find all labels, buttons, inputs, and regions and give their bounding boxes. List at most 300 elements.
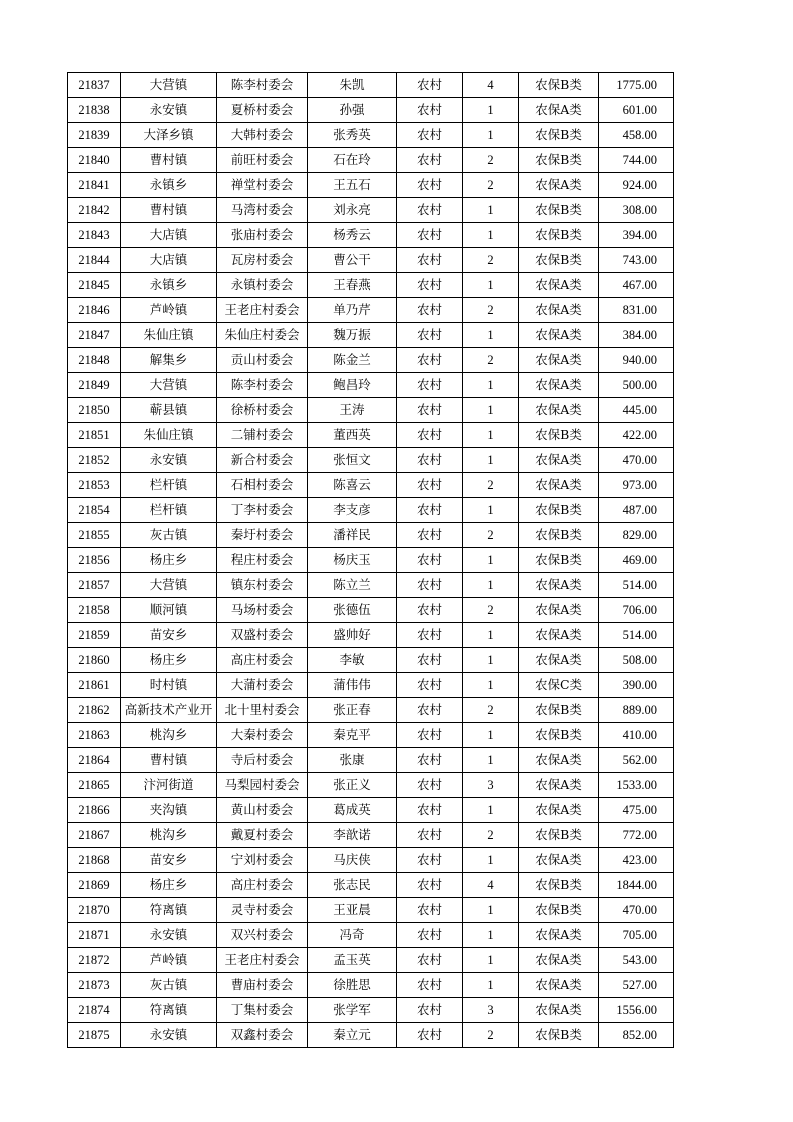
table-row <box>68 673 674 698</box>
township-cell: 朱仙庄镇 <box>121 423 217 448</box>
person-name-cell: 李支彦 <box>308 498 397 523</box>
household-count-cell: 1 <box>463 323 519 348</box>
record-id-cell: 21858 <box>68 598 121 623</box>
township-cell: 顺河镇 <box>121 598 217 623</box>
area-type-cell: 农村 <box>397 473 463 498</box>
person-name-cell: 蒲伟伟 <box>308 673 397 698</box>
household-count-cell: 1 <box>463 573 519 598</box>
township-cell: 苗安乡 <box>121 623 217 648</box>
household-count-cell: 4 <box>463 873 519 898</box>
table-row <box>68 623 674 648</box>
area-type-cell: 农村 <box>397 73 463 98</box>
household-count-cell: 1 <box>463 948 519 973</box>
insurance-category-cell: 农保A类 <box>519 648 599 673</box>
township-cell: 大营镇 <box>121 73 217 98</box>
table-row <box>68 1023 674 1048</box>
person-name-cell: 陈立兰 <box>308 573 397 598</box>
table-row <box>68 748 674 773</box>
amount-cell: 973.00 <box>599 473 674 498</box>
table-row <box>68 223 674 248</box>
record-id-cell: 21871 <box>68 923 121 948</box>
insurance-category-cell: 农保A类 <box>519 573 599 598</box>
insurance-category-cell: 农保B类 <box>519 823 599 848</box>
insurance-category-cell: 农保B类 <box>519 73 599 98</box>
record-id-cell: 21838 <box>68 98 121 123</box>
table-row <box>68 948 674 973</box>
area-type-cell: 农村 <box>397 648 463 673</box>
township-cell: 永安镇 <box>121 98 217 123</box>
township-cell: 芦岭镇 <box>121 298 217 323</box>
village-committee-cell: 永镇村委会 <box>217 273 308 298</box>
record-id-cell: 21855 <box>68 523 121 548</box>
household-count-cell: 2 <box>463 148 519 173</box>
area-type-cell: 农村 <box>397 973 463 998</box>
village-committee-cell: 马梨园村委会 <box>217 773 308 798</box>
table-row <box>68 573 674 598</box>
insurance-category-cell: 农保C类 <box>519 673 599 698</box>
insurance-category-cell: 农保B类 <box>519 898 599 923</box>
insurance-category-cell: 农保B类 <box>519 698 599 723</box>
insurance-category-cell: 农保A类 <box>519 98 599 123</box>
household-count-cell: 2 <box>463 598 519 623</box>
area-type-cell: 农村 <box>397 248 463 273</box>
household-count-cell: 1 <box>463 223 519 248</box>
village-committee-cell: 黄山村委会 <box>217 798 308 823</box>
person-name-cell: 潘祥民 <box>308 523 397 548</box>
household-count-cell: 2 <box>463 823 519 848</box>
village-committee-cell: 寺后村委会 <box>217 748 308 773</box>
table-row <box>68 848 674 873</box>
household-count-cell: 1 <box>463 848 519 873</box>
village-committee-cell: 前旺村委会 <box>217 148 308 173</box>
village-committee-cell: 张庙村委会 <box>217 223 308 248</box>
township-cell: 杨庄乡 <box>121 648 217 673</box>
insurance-category-cell: 农保B类 <box>519 723 599 748</box>
person-name-cell: 张恒文 <box>308 448 397 473</box>
township-cell: 曹村镇 <box>121 748 217 773</box>
amount-cell: 422.00 <box>599 423 674 448</box>
record-id-cell: 21846 <box>68 298 121 323</box>
table-row <box>68 448 674 473</box>
household-count-cell: 1 <box>463 548 519 573</box>
insurance-category-cell: 农保B类 <box>519 1023 599 1048</box>
table-row <box>68 723 674 748</box>
township-cell: 永镇乡 <box>121 173 217 198</box>
village-committee-cell: 禅堂村委会 <box>217 173 308 198</box>
amount-cell: 831.00 <box>599 298 674 323</box>
record-id-cell: 21857 <box>68 573 121 598</box>
table-row <box>68 398 674 423</box>
record-id-cell: 21849 <box>68 373 121 398</box>
amount-cell: 852.00 <box>599 1023 674 1048</box>
township-cell: 芦岭镇 <box>121 948 217 973</box>
household-count-cell: 2 <box>463 348 519 373</box>
record-id-cell: 21854 <box>68 498 121 523</box>
records-table <box>67 72 674 1048</box>
area-type-cell: 农村 <box>397 198 463 223</box>
area-type-cell: 农村 <box>397 698 463 723</box>
record-id-cell: 21845 <box>68 273 121 298</box>
household-count-cell: 2 <box>463 473 519 498</box>
table-row <box>68 198 674 223</box>
area-type-cell: 农村 <box>397 498 463 523</box>
amount-cell: 527.00 <box>599 973 674 998</box>
area-type-cell: 农村 <box>397 748 463 773</box>
area-type-cell: 农村 <box>397 398 463 423</box>
person-name-cell: 张康 <box>308 748 397 773</box>
area-type-cell: 农村 <box>397 798 463 823</box>
township-cell: 朱仙庄镇 <box>121 323 217 348</box>
table-row <box>68 798 674 823</box>
area-type-cell: 农村 <box>397 148 463 173</box>
record-id-cell: 21862 <box>68 698 121 723</box>
insurance-category-cell: 农保A类 <box>519 298 599 323</box>
insurance-category-cell: 农保A类 <box>519 373 599 398</box>
person-name-cell: 杨秀云 <box>308 223 397 248</box>
township-cell: 灰古镇 <box>121 973 217 998</box>
table-row <box>68 698 674 723</box>
household-count-cell: 3 <box>463 998 519 1023</box>
table-row <box>68 823 674 848</box>
village-committee-cell: 二铺村委会 <box>217 423 308 448</box>
insurance-category-cell: 农保A类 <box>519 848 599 873</box>
area-type-cell: 农村 <box>397 948 463 973</box>
record-id-cell: 21840 <box>68 148 121 173</box>
amount-cell: 940.00 <box>599 348 674 373</box>
record-id-cell: 21870 <box>68 898 121 923</box>
insurance-category-cell: 农保A类 <box>519 348 599 373</box>
person-name-cell: 张学军 <box>308 998 397 1023</box>
person-name-cell: 单乃芹 <box>308 298 397 323</box>
insurance-category-cell: 农保B类 <box>519 223 599 248</box>
village-committee-cell: 秦圩村委会 <box>217 523 308 548</box>
table-row <box>68 323 674 348</box>
area-type-cell: 农村 <box>397 273 463 298</box>
table-row <box>68 73 674 98</box>
township-cell: 苗安乡 <box>121 848 217 873</box>
record-id-cell: 21843 <box>68 223 121 248</box>
amount-cell: 706.00 <box>599 598 674 623</box>
amount-cell: 470.00 <box>599 898 674 923</box>
amount-cell: 467.00 <box>599 273 674 298</box>
amount-cell: 705.00 <box>599 923 674 948</box>
village-committee-cell: 程庄村委会 <box>217 548 308 573</box>
village-committee-cell: 镇东村委会 <box>217 573 308 598</box>
amount-cell: 394.00 <box>599 223 674 248</box>
household-count-cell: 1 <box>463 123 519 148</box>
table-row <box>68 423 674 448</box>
insurance-category-cell: 农保A类 <box>519 323 599 348</box>
household-count-cell: 1 <box>463 198 519 223</box>
village-committee-cell: 朱仙庄村委会 <box>217 323 308 348</box>
village-committee-cell: 陈李村委会 <box>217 73 308 98</box>
record-id-cell: 21851 <box>68 423 121 448</box>
area-type-cell: 农村 <box>397 98 463 123</box>
village-committee-cell: 曹庙村委会 <box>217 973 308 998</box>
household-count-cell: 1 <box>463 648 519 673</box>
amount-cell: 308.00 <box>599 198 674 223</box>
township-cell: 栏杆镇 <box>121 473 217 498</box>
village-committee-cell: 马场村委会 <box>217 598 308 623</box>
person-name-cell: 曹公干 <box>308 248 397 273</box>
village-committee-cell: 贡山村委会 <box>217 348 308 373</box>
person-name-cell: 陈喜云 <box>308 473 397 498</box>
table-row <box>68 648 674 673</box>
table-row <box>68 523 674 548</box>
amount-cell: 924.00 <box>599 173 674 198</box>
insurance-category-cell: 农保B类 <box>519 523 599 548</box>
household-count-cell: 1 <box>463 623 519 648</box>
household-count-cell: 1 <box>463 98 519 123</box>
insurance-category-cell: 农保B类 <box>519 123 599 148</box>
area-type-cell: 农村 <box>397 773 463 798</box>
township-cell: 曹村镇 <box>121 148 217 173</box>
township-cell: 永安镇 <box>121 448 217 473</box>
amount-cell: 772.00 <box>599 823 674 848</box>
area-type-cell: 农村 <box>397 823 463 848</box>
area-type-cell: 农村 <box>397 998 463 1023</box>
record-id-cell: 21860 <box>68 648 121 673</box>
village-committee-cell: 宁刘村委会 <box>217 848 308 873</box>
amount-cell: 744.00 <box>599 148 674 173</box>
area-type-cell: 农村 <box>397 573 463 598</box>
table-row <box>68 998 674 1023</box>
township-cell: 汴河街道 <box>121 773 217 798</box>
township-cell: 大泽乡镇 <box>121 123 217 148</box>
area-type-cell: 农村 <box>397 873 463 898</box>
township-cell: 夹沟镇 <box>121 798 217 823</box>
record-id-cell: 21867 <box>68 823 121 848</box>
township-cell: 大店镇 <box>121 248 217 273</box>
insurance-category-cell: 农保A类 <box>519 748 599 773</box>
amount-cell: 1775.00 <box>599 73 674 98</box>
record-id-cell: 21839 <box>68 123 121 148</box>
household-count-cell: 2 <box>463 298 519 323</box>
amount-cell: 458.00 <box>599 123 674 148</box>
insurance-category-cell: 农保A类 <box>519 473 599 498</box>
area-type-cell: 农村 <box>397 348 463 373</box>
area-type-cell: 农村 <box>397 923 463 948</box>
insurance-category-cell: 农保B类 <box>519 423 599 448</box>
record-id-cell: 21848 <box>68 348 121 373</box>
record-id-cell: 21850 <box>68 398 121 423</box>
village-committee-cell: 大秦村委会 <box>217 723 308 748</box>
record-id-cell: 21869 <box>68 873 121 898</box>
table-row <box>68 273 674 298</box>
township-cell: 大营镇 <box>121 373 217 398</box>
insurance-category-cell: 农保A类 <box>519 173 599 198</box>
amount-cell: 470.00 <box>599 448 674 473</box>
record-id-cell: 21873 <box>68 973 121 998</box>
amount-cell: 500.00 <box>599 373 674 398</box>
area-type-cell: 农村 <box>397 223 463 248</box>
village-committee-cell: 灵寺村委会 <box>217 898 308 923</box>
person-name-cell: 冯奇 <box>308 923 397 948</box>
record-id-cell: 21864 <box>68 748 121 773</box>
household-count-cell: 4 <box>463 73 519 98</box>
area-type-cell: 农村 <box>397 423 463 448</box>
area-type-cell: 农村 <box>397 598 463 623</box>
village-committee-cell: 大韩村委会 <box>217 123 308 148</box>
person-name-cell: 葛成英 <box>308 798 397 823</box>
table-row <box>68 373 674 398</box>
village-committee-cell: 瓦房村委会 <box>217 248 308 273</box>
insurance-category-cell: 农保A类 <box>519 273 599 298</box>
township-cell: 符离镇 <box>121 998 217 1023</box>
village-committee-cell: 王老庄村委会 <box>217 948 308 973</box>
area-type-cell: 农村 <box>397 373 463 398</box>
amount-cell: 469.00 <box>599 548 674 573</box>
area-type-cell: 农村 <box>397 898 463 923</box>
person-name-cell: 魏万振 <box>308 323 397 348</box>
person-name-cell: 鲍昌玲 <box>308 373 397 398</box>
village-committee-cell: 高庄村委会 <box>217 873 308 898</box>
person-name-cell: 盛帅好 <box>308 623 397 648</box>
amount-cell: 601.00 <box>599 98 674 123</box>
amount-cell: 829.00 <box>599 523 674 548</box>
table-row <box>68 773 674 798</box>
amount-cell: 423.00 <box>599 848 674 873</box>
insurance-category-cell: 农保A类 <box>519 948 599 973</box>
village-committee-cell: 陈李村委会 <box>217 373 308 398</box>
amount-cell: 562.00 <box>599 748 674 773</box>
household-count-cell: 1 <box>463 798 519 823</box>
table-row <box>68 348 674 373</box>
insurance-category-cell: 农保B类 <box>519 248 599 273</box>
township-cell: 桃沟乡 <box>121 723 217 748</box>
person-name-cell: 秦克平 <box>308 723 397 748</box>
household-count-cell: 1 <box>463 398 519 423</box>
household-count-cell: 1 <box>463 673 519 698</box>
village-committee-cell: 双鑫村委会 <box>217 1023 308 1048</box>
household-count-cell: 1 <box>463 923 519 948</box>
village-committee-cell: 戴夏村委会 <box>217 823 308 848</box>
record-id-cell: 21872 <box>68 948 121 973</box>
insurance-category-cell: 农保A类 <box>519 448 599 473</box>
insurance-category-cell: 农保B类 <box>519 198 599 223</box>
amount-cell: 743.00 <box>599 248 674 273</box>
person-name-cell: 张德伍 <box>308 598 397 623</box>
table-row <box>68 123 674 148</box>
area-type-cell: 农村 <box>397 448 463 473</box>
record-id-cell: 21866 <box>68 798 121 823</box>
person-name-cell: 孙强 <box>308 98 397 123</box>
township-cell: 杨庄乡 <box>121 873 217 898</box>
record-id-cell: 21868 <box>68 848 121 873</box>
insurance-category-cell: 农保A类 <box>519 998 599 1023</box>
table-row <box>68 498 674 523</box>
area-type-cell: 农村 <box>397 623 463 648</box>
household-count-cell: 1 <box>463 498 519 523</box>
amount-cell: 514.00 <box>599 573 674 598</box>
table-row <box>68 873 674 898</box>
table-row <box>68 173 674 198</box>
amount-cell: 889.00 <box>599 698 674 723</box>
village-committee-cell: 徐桥村委会 <box>217 398 308 423</box>
person-name-cell: 李敏 <box>308 648 397 673</box>
amount-cell: 487.00 <box>599 498 674 523</box>
table-row <box>68 298 674 323</box>
village-committee-cell: 双兴村委会 <box>217 923 308 948</box>
insurance-category-cell: 农保A类 <box>519 923 599 948</box>
amount-cell: 508.00 <box>599 648 674 673</box>
township-cell: 符离镇 <box>121 898 217 923</box>
insurance-category-cell: 农保A类 <box>519 773 599 798</box>
person-name-cell: 徐胜思 <box>308 973 397 998</box>
township-cell: 大店镇 <box>121 223 217 248</box>
person-name-cell: 刘永亮 <box>308 198 397 223</box>
person-name-cell: 秦立元 <box>308 1023 397 1048</box>
household-count-cell: 2 <box>463 698 519 723</box>
township-cell: 永安镇 <box>121 1023 217 1048</box>
township-cell: 时村镇 <box>121 673 217 698</box>
village-committee-cell: 高庄村委会 <box>217 648 308 673</box>
village-committee-cell: 王老庄村委会 <box>217 298 308 323</box>
household-count-cell: 3 <box>463 773 519 798</box>
area-type-cell: 农村 <box>397 723 463 748</box>
insurance-category-cell: 农保A类 <box>519 398 599 423</box>
person-name-cell: 王涛 <box>308 398 397 423</box>
person-name-cell: 陈金兰 <box>308 348 397 373</box>
insurance-category-cell: 农保A类 <box>519 798 599 823</box>
amount-cell: 410.00 <box>599 723 674 748</box>
household-count-cell: 1 <box>463 423 519 448</box>
record-id-cell: 21853 <box>68 473 121 498</box>
household-count-cell: 1 <box>463 723 519 748</box>
person-name-cell: 张志民 <box>308 873 397 898</box>
record-id-cell: 21841 <box>68 173 121 198</box>
person-name-cell: 杨庆玉 <box>308 548 397 573</box>
township-cell: 曹村镇 <box>121 198 217 223</box>
insurance-category-cell: 农保B类 <box>519 148 599 173</box>
record-id-cell: 21874 <box>68 998 121 1023</box>
person-name-cell: 马庆侠 <box>308 848 397 873</box>
person-name-cell: 张秀英 <box>308 123 397 148</box>
insurance-category-cell: 农保B类 <box>519 498 599 523</box>
village-committee-cell: 丁集村委会 <box>217 998 308 1023</box>
area-type-cell: 农村 <box>397 123 463 148</box>
area-type-cell: 农村 <box>397 848 463 873</box>
table-row <box>68 148 674 173</box>
township-cell: 永安镇 <box>121 923 217 948</box>
amount-cell: 384.00 <box>599 323 674 348</box>
record-id-cell: 21852 <box>68 448 121 473</box>
amount-cell: 1844.00 <box>599 873 674 898</box>
township-cell: 高新技术产业开 <box>121 698 217 723</box>
records-body <box>68 73 674 1048</box>
township-cell: 解集乡 <box>121 348 217 373</box>
insurance-category-cell: 农保A类 <box>519 598 599 623</box>
household-count-cell: 2 <box>463 1023 519 1048</box>
area-type-cell: 农村 <box>397 298 463 323</box>
township-cell: 蕲县镇 <box>121 398 217 423</box>
area-type-cell: 农村 <box>397 548 463 573</box>
amount-cell: 1533.00 <box>599 773 674 798</box>
record-id-cell: 21842 <box>68 198 121 223</box>
village-committee-cell: 双盛村委会 <box>217 623 308 648</box>
area-type-cell: 农村 <box>397 523 463 548</box>
village-committee-cell: 新合村委会 <box>217 448 308 473</box>
township-cell: 栏杆镇 <box>121 498 217 523</box>
amount-cell: 475.00 <box>599 798 674 823</box>
insurance-category-cell: 农保A类 <box>519 623 599 648</box>
table-row <box>68 923 674 948</box>
household-count-cell: 2 <box>463 173 519 198</box>
amount-cell: 390.00 <box>599 673 674 698</box>
township-cell: 永镇乡 <box>121 273 217 298</box>
area-type-cell: 农村 <box>397 1023 463 1048</box>
record-id-cell: 21847 <box>68 323 121 348</box>
